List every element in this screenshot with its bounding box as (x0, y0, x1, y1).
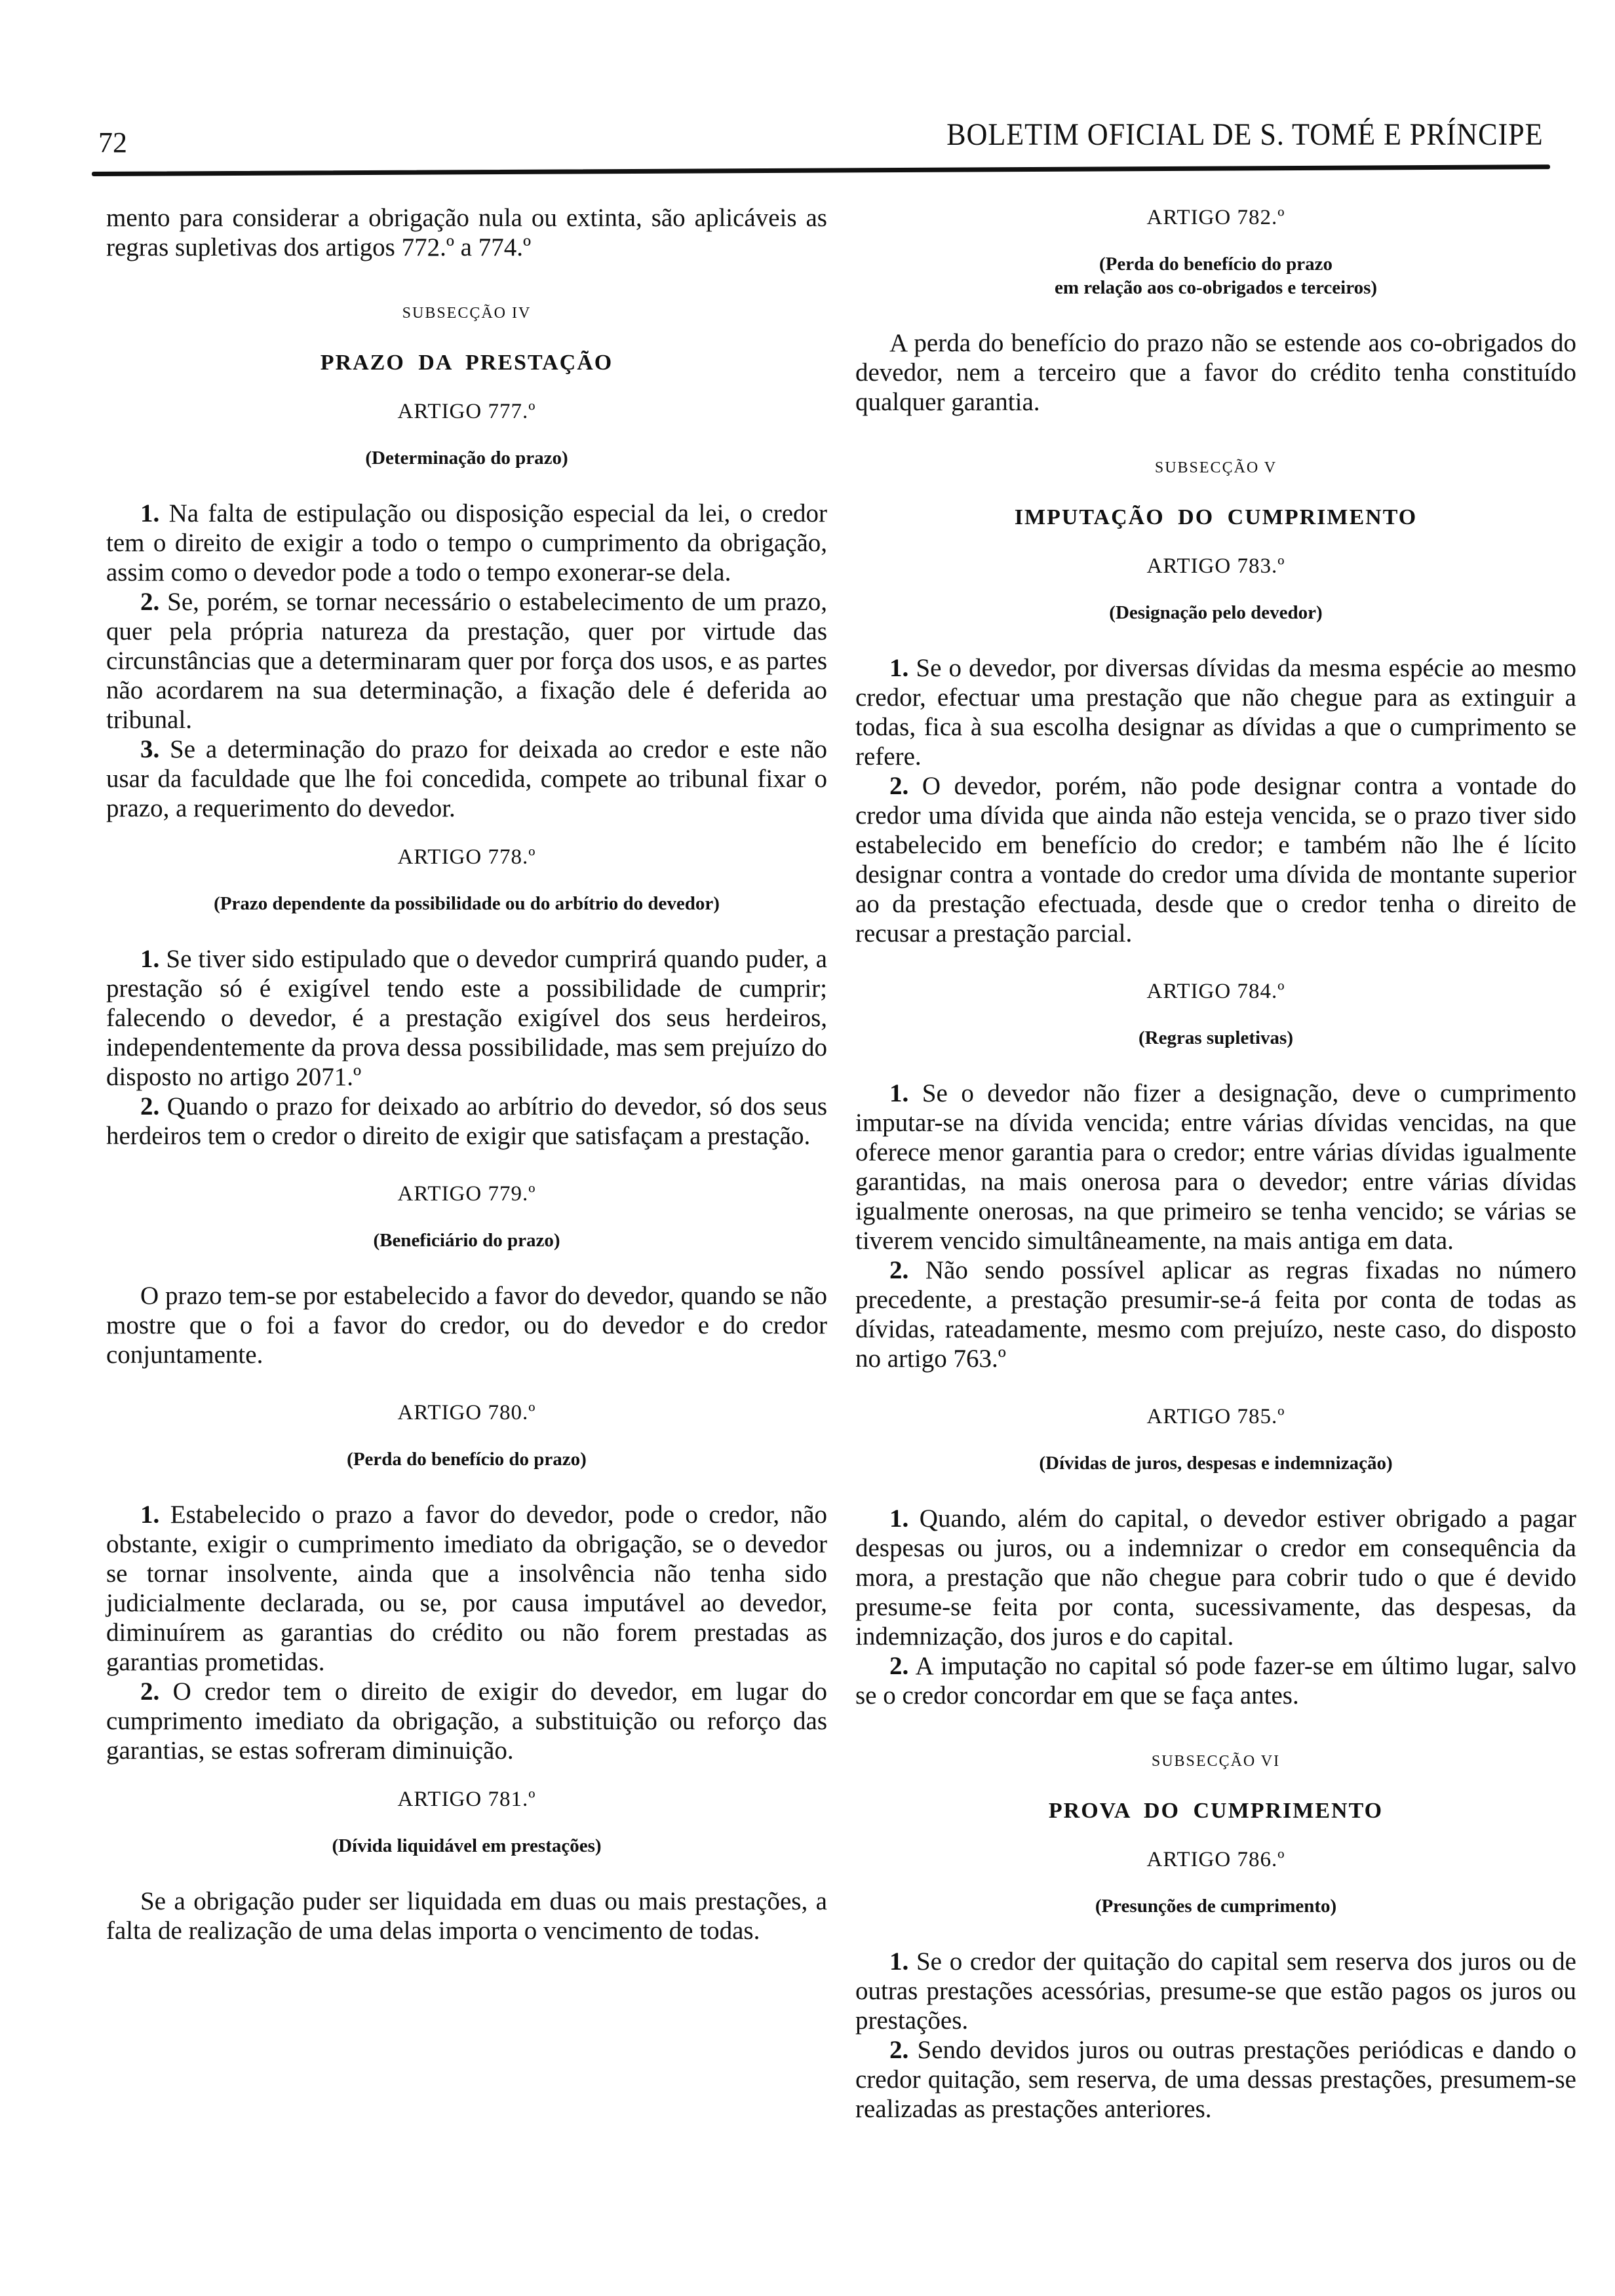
paragraph: 1. Quando, além do capital, o devedor estiver obrigado a pagar despesas ou juros, ou a indemnizar o credor em consequência da mora, a prestação que não chegue para cobrir tudo o que é devido presume-se feita por conta, sucessivamente, das despesas, da indemnização, dos juros e do capital. (855, 1504, 1576, 1651)
paragraph: 2. Não sendo possível aplicar as regras fixadas no número precedente, a prestação presumir-se-á feita por conta de todas as dívidas, rateadamente, mesmo com prejuízo, neste caso, do disposto no artigo 763.º (855, 1256, 1576, 1373)
right-column (855, 203, 1576, 2124)
paragraph: 2. A imputação no capital só pode fazer-se em último lugar, salvo se o credor concordar em que se faça antes. (855, 1652, 1576, 1710)
article-heading: ARTIGO 780.º (397, 1401, 536, 1425)
paragraph: 2. Quando o prazo for deixado ao arbítrio do devedor, só dos seus herdeiros tem o credor o direito de exigir que satisfaçam a prestação. (106, 1092, 827, 1150)
article-heading: ARTIGO 784.º (1146, 980, 1285, 1003)
article-caption: (Perda do benefício do prazo (1099, 254, 1333, 275)
header-rule (92, 164, 1550, 176)
article-caption: (Designação pelo devedor) (1109, 602, 1323, 623)
article-caption: (Regras supletivas) (1138, 1027, 1293, 1048)
article-caption: (Dívida liquidável em prestações) (332, 1835, 602, 1856)
article-heading: ARTIGO 778.º (397, 845, 536, 869)
paragraph: A perda do benefício do prazo não se estende aos co-obrigados do devedor, nem a terceiro que a favor do crédito tenha constituído qualquer garantia. (855, 329, 1576, 416)
paragraph: O prazo tem-se por estabelecido a favor do devedor, quando se não mostre que o foi a favor do credor, ou do devedor e do credor conjuntamente. (106, 1282, 827, 1369)
paragraph: Se a obrigação puder ser liquidada em duas ou mais prestações, a falta de realização de uma delas importa o vencimento de todas. (106, 1887, 827, 1945)
article-heading: ARTIGO 781.º (397, 1788, 536, 1811)
article-caption: (Determinação do prazo) (365, 448, 568, 469)
section-title: PRAZO DA PRESTAÇÃO (320, 351, 613, 375)
paragraph: 2. Se, porém, se tornar necessário o estabelecimento de um prazo, quer pela própria natureza da prestação, quer por virtude das circunstâncias que a determinaram quer por força dos usos, e as partes não acordarem na sua determinação, a fixação dele é deferida ao tribunal. (106, 588, 827, 734)
paragraph: 1. Na falta de estipulação ou disposição especial da lei, o credor tem o direito de exigir a todo o tempo o cumprimento da obrigação, assim como o devedor pode a todo o tempo exonerar-se dela. (106, 499, 827, 586)
continuation-paragraph: mento para considerar a obrigação nula ou extinta, são aplicáveis as regras supletivas dos artigos 772.º a 774.º (106, 204, 827, 261)
paragraph: 1. Se o devedor não fizer a designação, deve o cumprimento imputar-se na dívida vencida; entre várias dívidas vencidas, na que oferece menor garantia para o credor; entre várias dívidas igualmente garantidas, na mais onerosa para o devedor; entre várias dívidas igualmente onerosas, na que primeiro se tenha vencido; se várias se tiverem vencido simultâneamente, na mais antiga em data. (855, 1079, 1576, 1255)
article-caption: (Prazo dependente da possibilidade ou do arbítrio do devedor) (214, 893, 720, 914)
subsection-label: SUBSECÇÃO IV (402, 305, 532, 322)
article-caption: (Perda do benefício do prazo) (347, 1449, 587, 1470)
subsection-label: SUBSECÇÃO VI (1151, 1753, 1281, 1770)
article-heading: ARTIGO 786.º (1146, 1848, 1285, 1871)
article-caption: (Dívidas de juros, despesas e indemnização) (1039, 1453, 1393, 1474)
section-title: IMPUTAÇÃO DO CUMPRIMENTO (1014, 505, 1418, 529)
article-caption: (Presunções de cumprimento) (1095, 1896, 1337, 1917)
article-caption: em relação aos co-obrigados e terceiros) (1054, 277, 1378, 298)
running-title: BOLETIM OFICIAL DE S. TOMÉ E PRÍNCIPE (946, 117, 1543, 152)
paragraph: 2. O devedor, porém, não pode designar contra a vontade do credor uma dívida que ainda não esteja vencida, se o prazo tiver sido estabelecido em benefício do credor; e também não lhe é lícito designar contra a vontade do credor uma dívida de montante superior ao da prestação efectuada, desde que o credor tenha o direito de recusar a prestação parcial. (855, 772, 1576, 947)
section-title: PROVA DO CUMPRIMENTO (1048, 1799, 1384, 1823)
article-heading: ARTIGO 779.º (397, 1182, 536, 1206)
article-heading: ARTIGO 777.º (397, 400, 536, 423)
article-caption: (Beneficiário do prazo) (373, 1230, 560, 1251)
article-heading: ARTIGO 785.º (1146, 1405, 1285, 1428)
paragraph: 1. Se o devedor, por diversas dívidas da mesma espécie ao mesmo credor, efectuar uma prestação que não chegue para as extinguir a todas, fica à sua escolha designar as dívidas a que o cumprimento se refere. (855, 654, 1576, 771)
paragraph: 1. Se tiver sido estipulado que o devedor cumprirá quando puder, a prestação só é exigível tendo este a possibilidade de cumprir; falecendo o devedor, é a prestação exigível dos seus herdeiros, independentemente da prova dessa possibilidade, mas sem prejuízo do disposto no artigo 2071.º (106, 945, 827, 1091)
paragraph: 2. Sendo devidos juros ou outras prestações periódicas e dando o credor quitação, sem reserva, de uma dessas prestações, presumem-se realizadas as prestações anteriores. (855, 2036, 1576, 2123)
subsection-label: SUBSECÇÃO V (1154, 459, 1277, 476)
left-column (106, 203, 827, 1945)
paragraph: 1. Estabelecido o prazo a favor do devedor, pode o credor, não obstante, exigir o cumprimento imediato da obrigação, se o devedor se tornar insolvente, ainda que a insolvência não tenha sido judicialmente declarada, ou se, por causa imputável ao devedor, diminuírem as garantias do crédito ou não forem prestadas as garantias prometidas. (106, 1501, 827, 1676)
paragraph: 1. Se o credor der quitação do capital sem reserva dos juros ou de outras prestações acessórias, presume-se que estão pagos os juros ou prestações. (855, 1947, 1576, 2035)
page-number: 72 (98, 126, 127, 159)
paragraph: 3. Se a determinação do prazo for deixada ao credor e este não usar da faculdade que lhe foi concedida, compete ao tribunal fixar o prazo, a requerimento do devedor. (106, 735, 827, 822)
article-heading: ARTIGO 782.º (1146, 206, 1285, 229)
paragraph: 2. O credor tem o direito de exigir do devedor, em lugar do cumprimento imediato da obrigação, a substituição ou reforço das garantias, se estas sofreram diminuição. (106, 1677, 827, 1765)
page-header (0, 0, 1615, 197)
article-heading: ARTIGO 783.º (1146, 554, 1285, 578)
